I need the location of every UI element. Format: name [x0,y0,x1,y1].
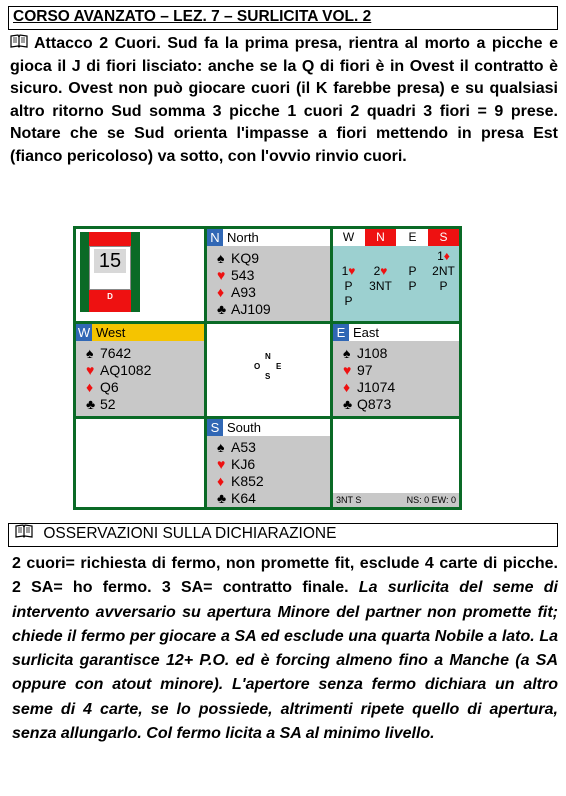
diamond-icon: ♦ [217,284,225,300]
bid-cell: P [408,279,417,293]
heart-icon: ♥ [343,362,352,378]
bid-header-north: N [365,229,396,246]
east-spades: ♠ J108 [343,345,388,361]
north-hand [207,229,330,321]
south-seat-badge: S [207,419,223,436]
south-label: South [227,420,261,435]
east-clubs: ♣ Q873 [343,396,392,412]
bid-header-east: E [408,230,417,244]
contract-result: 3NT S [336,495,362,505]
dealer-marker: D [107,292,113,301]
west-clubs: ♣ 52 [86,396,116,412]
bid-cell: 3NT [369,279,392,293]
lesson-title: CORSO AVANZATO – LEZ. 7 – SURLICITA VOL. 2 [13,8,372,25]
club-icon: ♣ [217,490,227,506]
spade-icon: ♠ [343,345,351,361]
diamond-icon: ♦ [86,379,94,395]
east-hand [333,324,459,416]
section-title: OSSERVAZIONI SULLA DICHIARAZIONE [43,525,337,542]
south-spades: ♠ A53 [217,439,256,455]
north-spades: ♠ KQ9 [217,250,260,266]
intro-text: Attacco 2 Cuori. Sud fa la prima presa, rientra al morto a picche e gioca il J di fiori lisciato: anche se la Q di fiori è in Ovest il contratto è sicuro. Ovest non può giocare cuori (il K farebbe presa) e su qualsiasi altro ritorno Sud somma 3 picche 1 cuori 2 quadri 3 fiori = 9 prese. Notare che se Sud orienta l'impasse a fiori mettendo in presa Est (fianco pericoloso) va sotto, con l'ovvio rinvio cuori. [10,35,558,165]
bid-cell: P [439,279,448,293]
heart-icon: ♥ [217,456,226,472]
score-result: NS: 0 EW: 0 [406,495,456,505]
east-hearts: ♥ 97 [343,362,373,378]
west-hearts: ♥ AQ1082 [86,362,152,378]
bid-header-west: W [342,230,355,244]
result-cell [333,419,459,507]
observations-paragraph [12,552,558,746]
bid-cell: 1♥ [341,264,356,278]
book-icon [10,33,28,56]
east-seat-badge: E [333,324,349,341]
spade-icon: ♠ [217,250,225,266]
north-diamonds: ♦ A93 [217,284,256,300]
book-icon [15,524,33,544]
observations-italic: La surlicita del seme di intervento avversario su apertura Minore del partner non promette fit; chiede il fermo per giocare a SA ed esclude una quarta Nobile a lato. La surlicita garantisce 12+ P.O. ed è forcing almeno fino a Manche (a SA oppure con atout minore). L'apertore senza fermo dichiara un altro seme di 4 carte, se lo possiede, altrimenti ripete quello di apertura, senza allungarlo. Col fermo licita a SA al minimo livello. [12,579,559,743]
bid-cell: P [344,294,353,308]
north-clubs: ♣ AJ109 [217,301,271,317]
lesson-title-box [8,6,558,30]
bridge-board [73,226,462,510]
board-number: 15 [94,249,126,273]
north-label: North [227,230,259,245]
south-hearts: ♥ KJ6 [217,456,256,472]
bid-cell: 1♦ [437,249,450,263]
diamond-icon: ♦ [217,473,225,489]
west-label: West [96,325,126,340]
club-icon: ♣ [217,301,227,317]
intro-paragraph [10,33,558,168]
club-icon: ♣ [86,396,96,412]
west-diamonds: ♦ Q6 [86,379,119,395]
north-hearts: ♥ 543 [217,267,255,283]
bidding-box [333,229,459,321]
east-label: East [353,325,380,340]
bid-cell: P [408,264,417,278]
compass-icon: N O E S [254,352,282,381]
bid-cell: 2♥ [373,264,388,278]
bid-cell: P [344,279,353,293]
heart-icon: ♥ [217,267,226,283]
west-hand [76,324,204,416]
south-clubs: ♣ K64 [217,490,256,506]
west-seat-badge: W [77,325,91,340]
south-diamonds: ♦ K852 [217,473,264,489]
diamond-icon: ♦ [343,379,351,395]
empty-cell [76,419,204,507]
east-diamonds: ♦ J1074 [343,379,396,395]
south-hand [207,419,330,507]
section-title-box [8,523,558,547]
north-seat-badge: N [207,229,223,246]
spade-icon: ♠ [86,345,94,361]
heart-icon: ♥ [86,362,95,378]
west-spades: ♠ 7642 [86,345,132,361]
compass-table [207,324,330,416]
board-info-cell [76,229,204,321]
club-icon: ♣ [343,396,353,412]
bid-cell: 2NT [432,264,455,278]
bid-header-south: S [428,229,459,246]
spade-icon: ♠ [217,439,225,455]
observations-plain: 2 cuori= richiesta di fermo, non promette fit, esclude 4 carte di picche. 2 SA= ho fermo. 3 SA= contratto finale. [12,555,558,597]
